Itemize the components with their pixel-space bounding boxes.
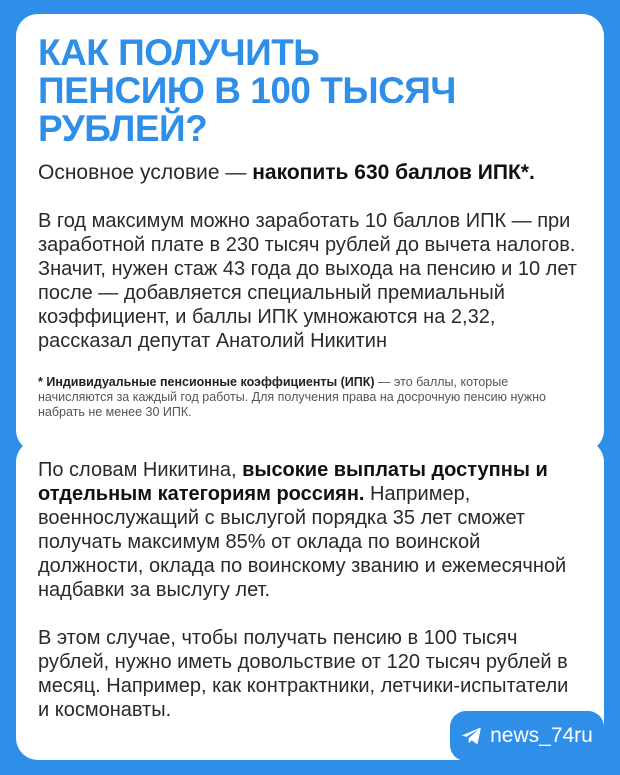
categories-paragraph [38, 458, 582, 602]
headline: КАК ПОЛУЧИТЬ ПЕНСИЮ В 100 ТЫСЯЧ РУБЛЕЙ? [38, 32, 456, 149]
source-label: news_74ru [490, 724, 593, 747]
allowance-paragraph: В этом случае, чтобы получать пенсию в 100 тысяч рублей, нужно иметь довольствие от 120 тысяч рублей в месяц. Например, как контрактники, летчики-испытатели и космонавты. [38, 627, 569, 721]
ipk-explanation-paragraph: В год максимум можно заработать 10 баллов ИПК — при заработной плате в 230 тысяч рублей до вычета налогов. Значит, нужен стаж 43 года до выхода на пенсию и 10 лет после — добавляется специальный премиальный коэффициент, и баллы ИПК умножаются на 2,32, рассказал депутат Анатолий Никитин [38, 210, 577, 352]
categories-bold: высокие выплаты доступны и отдельным категориям россиян. [38, 459, 548, 505]
main-condition-bold: накопить 630 баллов ИПК*. [252, 161, 535, 184]
categories-suffix: Например, военнослужащий с выслугой порядка 35 лет сможет получать максимум 85% от оклада по воинской должности, оклада по воинскому званию и ежемесячной надбавки за выслугу лет. [38, 483, 567, 601]
categories-prefix: По словам Никитина, [38, 459, 243, 481]
ipk-footnote-term: * Индивидуальные пенсионные коэффициенты (ИПК) [38, 375, 375, 389]
ipk-footnote-text: — это баллы, которые начисляются за каждый год работы. Для получения права на досрочную пенсию нужно набрать не менее 30 ИПК. [38, 375, 546, 419]
telegram-icon [461, 727, 481, 745]
main-condition-prefix: Основное условие — [38, 161, 253, 184]
ipk-footnote [38, 375, 582, 420]
main-condition [38, 160, 582, 185]
top-card [16, 14, 604, 452]
source-badge[interactable] [450, 711, 604, 761]
